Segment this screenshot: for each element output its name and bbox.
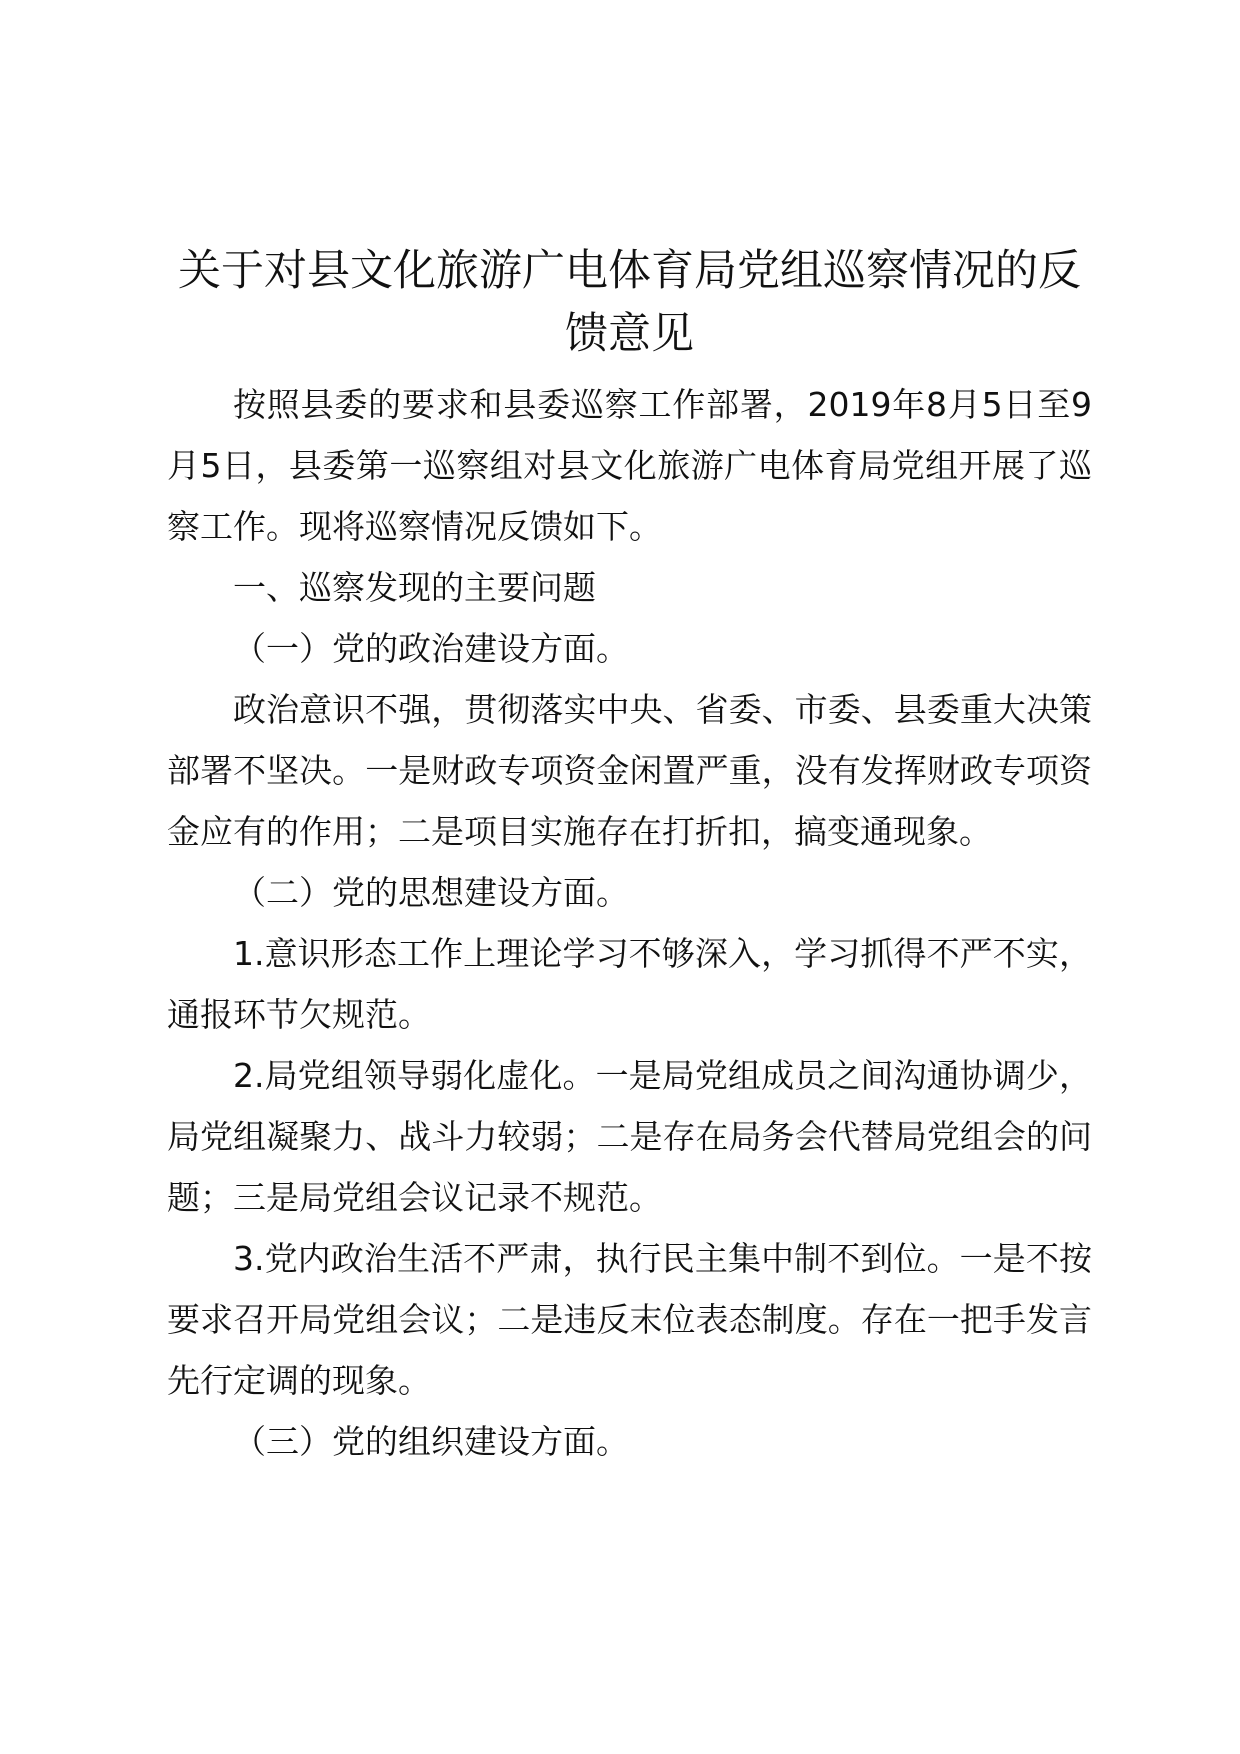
issue-item-2: 2.局党组领导弱化虚化。一是局党组成员之间沟通协调少，局党组凝聚力、战斗力较弱；二是存在局务会代替局党组会的问题；三是局党组会议记录不规范。 — [167, 1056, 1092, 1217]
subsection-heading-3: （三）党的组织建设方面。 — [233, 1422, 629, 1461]
issue-item-3: 3.党内政治生活不严肃，执行民主集中制不到位。一是不按要求召开局党组会议；二是违反末位表态制度。存在一把手发言先行定调的现象。 — [167, 1239, 1092, 1400]
document-page — [167, 240, 1092, 1472]
issue-item-1: 1.意识形态工作上理论学习不够深入，学习抓得不严不实，通报环节欠规范。 — [167, 934, 1092, 1034]
intro-paragraph: 按照县委的要求和县委巡察工作部署，2019年8月5日至9月5日，县委第一巡察组对县文化旅游广电体育局党组开展了巡察工作。现将巡察情况反馈如下。 — [167, 385, 1092, 546]
document-title — [167, 240, 1092, 366]
subsection-heading-2: （二）党的思想建设方面。 — [233, 873, 629, 912]
political-issue-paragraph: 政治意识不强，贯彻落实中央、省委、市委、县委重大决策部署不坚决。一是财政专项资金闲置严重，没有发挥财政专项资金应有的作用；二是项目实施存在打折扣，搞变通现象。 — [167, 690, 1092, 851]
title-line-1: 关于对县文化旅游广电体育局党组巡察情况的反 — [178, 246, 1081, 296]
section-heading-1: 一、巡察发现的主要问题 — [233, 568, 596, 607]
subsection-heading-1: （一）党的政治建设方面。 — [233, 629, 629, 668]
title-line-2: 馈意见 — [565, 309, 694, 359]
